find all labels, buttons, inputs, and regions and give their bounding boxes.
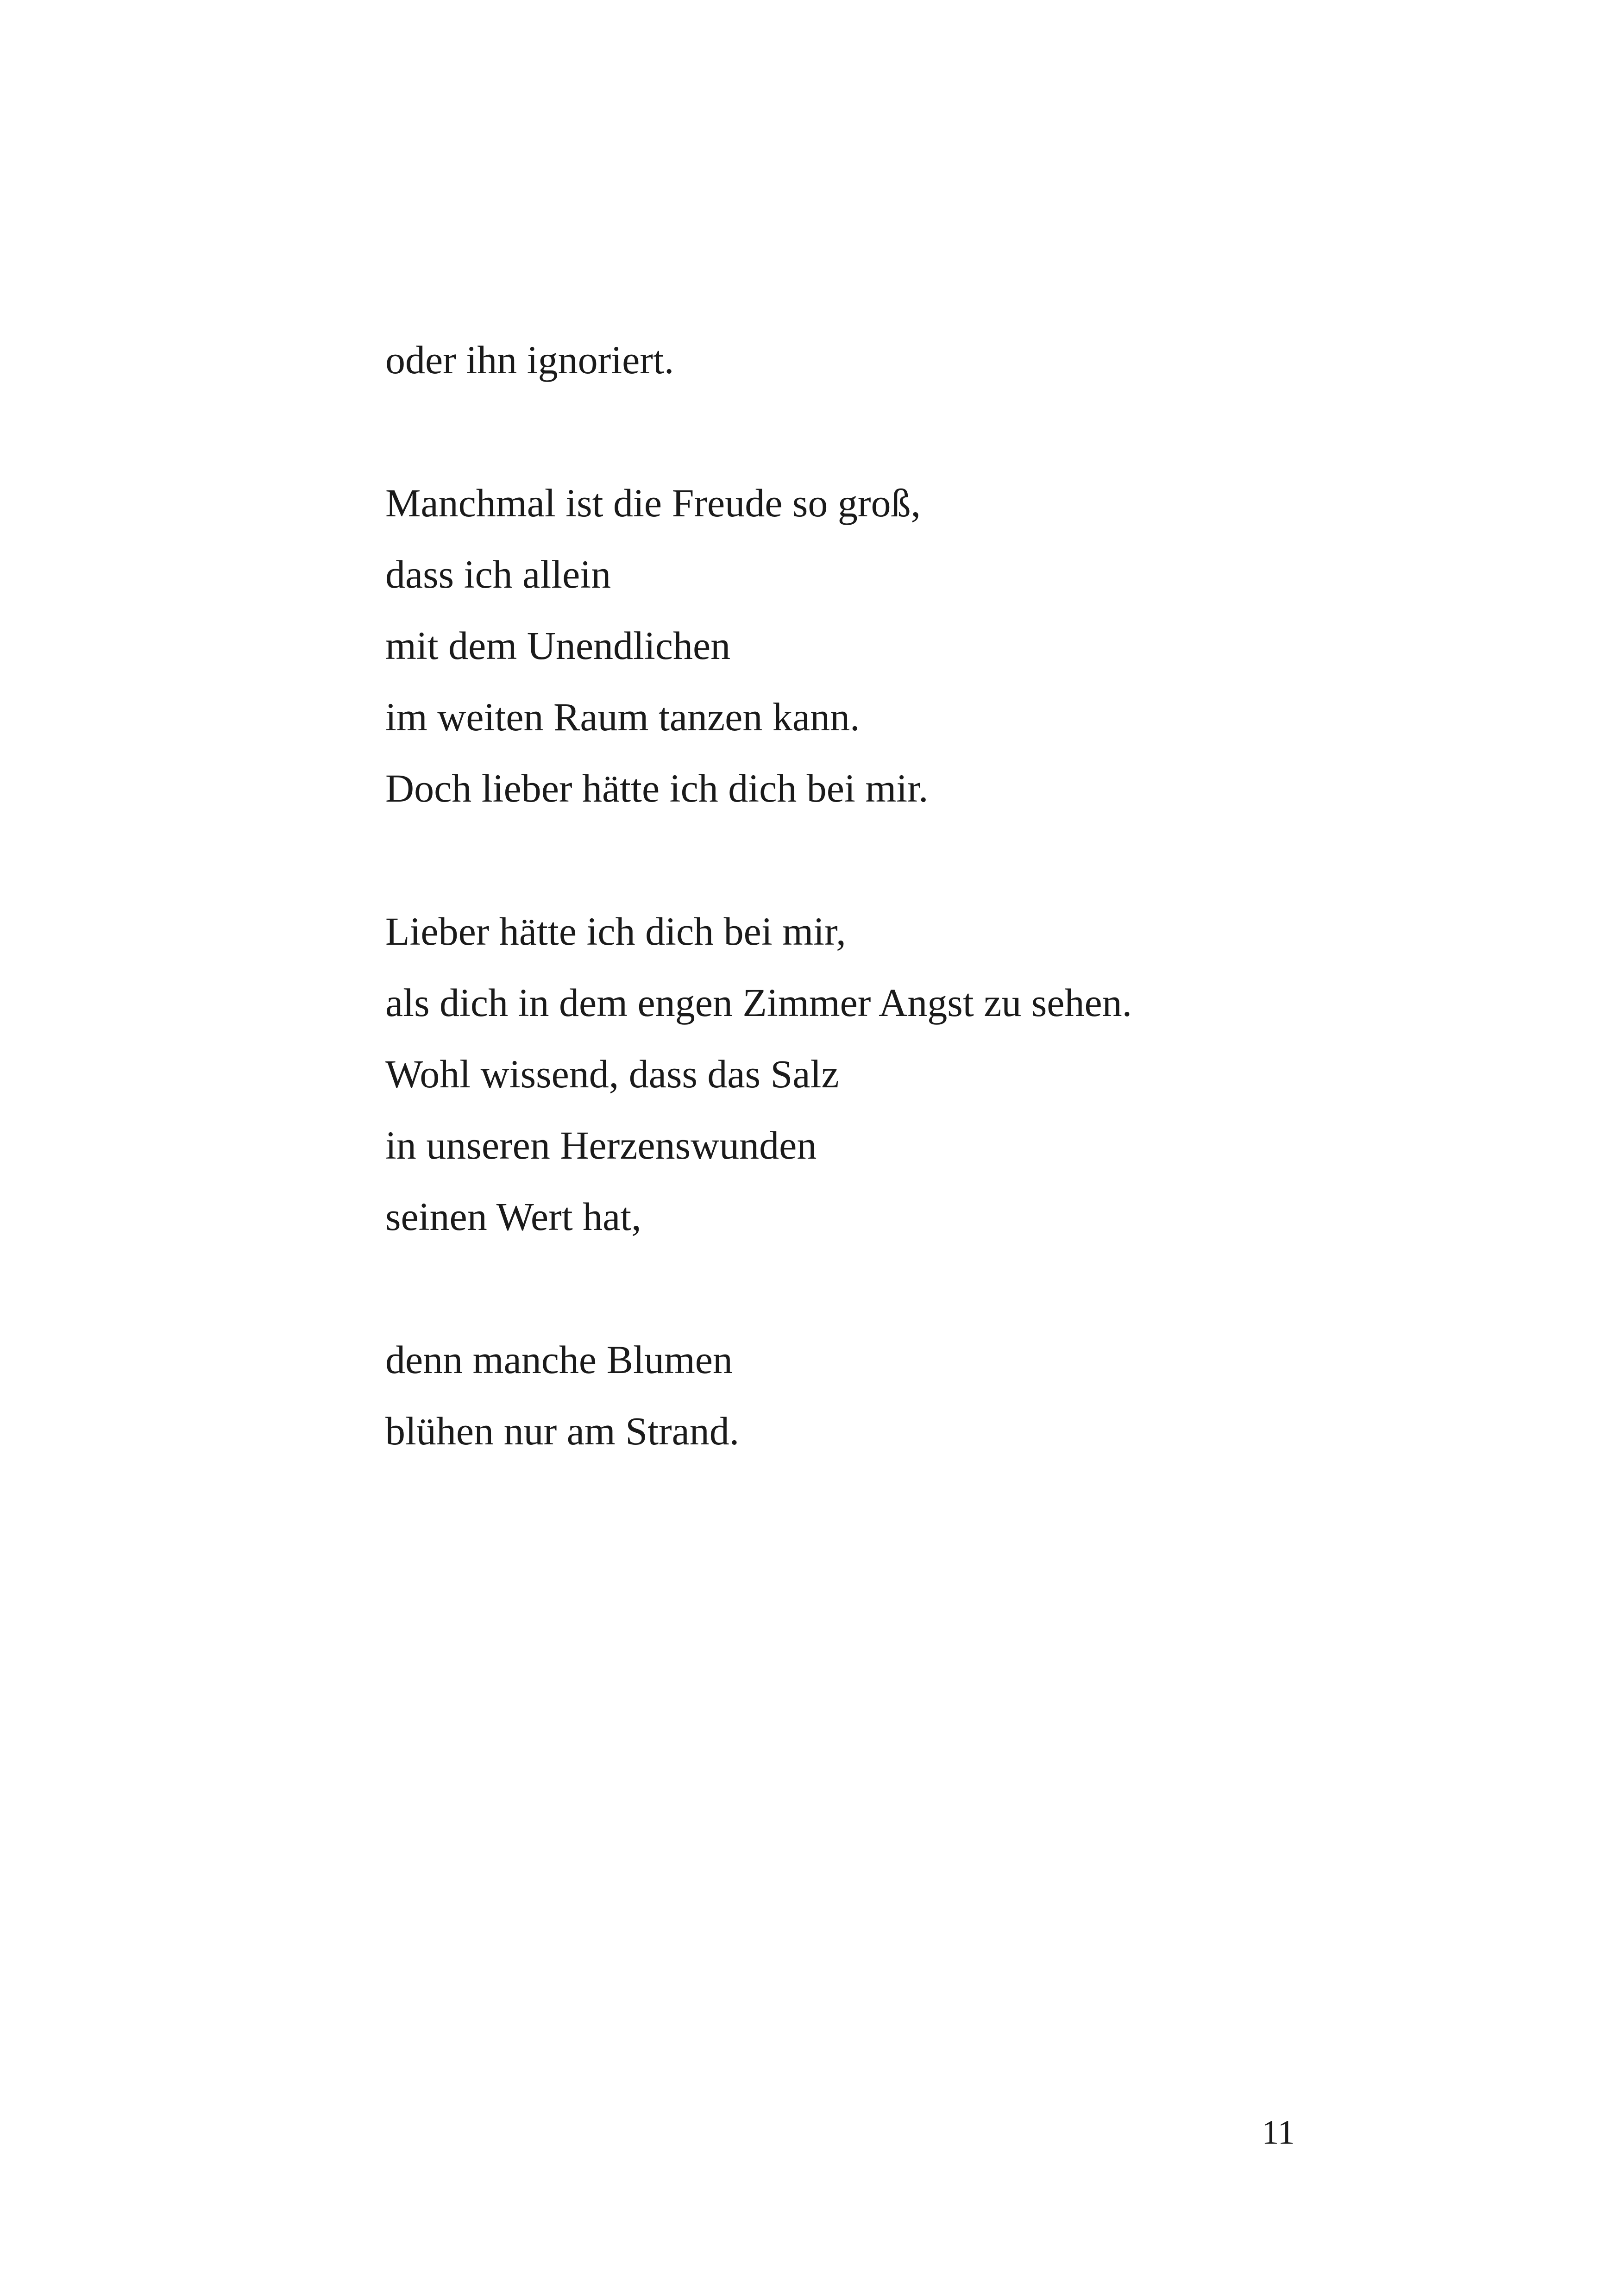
poem-line: Manchmal ist die Freude so groß, [385, 481, 921, 525]
poem-line: denn manche Blumen [385, 1337, 733, 1382]
poem-line: im weiten Raum tanzen kann. [385, 695, 860, 739]
poem-line: seinen Wert hat, [385, 1194, 641, 1239]
poem-line: Lieber hätte ich dich bei mir, [385, 909, 846, 954]
poem-line: Wohl wissend, dass das Salz [385, 1052, 839, 1096]
poem-line: Doch lieber hätte ich dich bei mir. [385, 766, 929, 810]
stanza-3 [385, 896, 1451, 1252]
page-number: 11 [1262, 2114, 1295, 2152]
poem-line: mit dem Unendlichen [385, 623, 731, 668]
poem-line: blühen nur am Strand. [385, 1409, 740, 1453]
poem-line: als dich in dem engen Zimmer Angst zu sehen. [385, 980, 1132, 1025]
poem-line: oder ihn ignoriert. [385, 338, 674, 382]
stanza-2 [385, 467, 1451, 824]
stanza-1 [385, 324, 1451, 395]
poem-body [385, 324, 1451, 1467]
poem-line: in unseren Herzenswunden [385, 1123, 817, 1167]
stanza-4 [385, 1324, 1451, 1467]
poem-line: dass ich allein [385, 552, 611, 596]
